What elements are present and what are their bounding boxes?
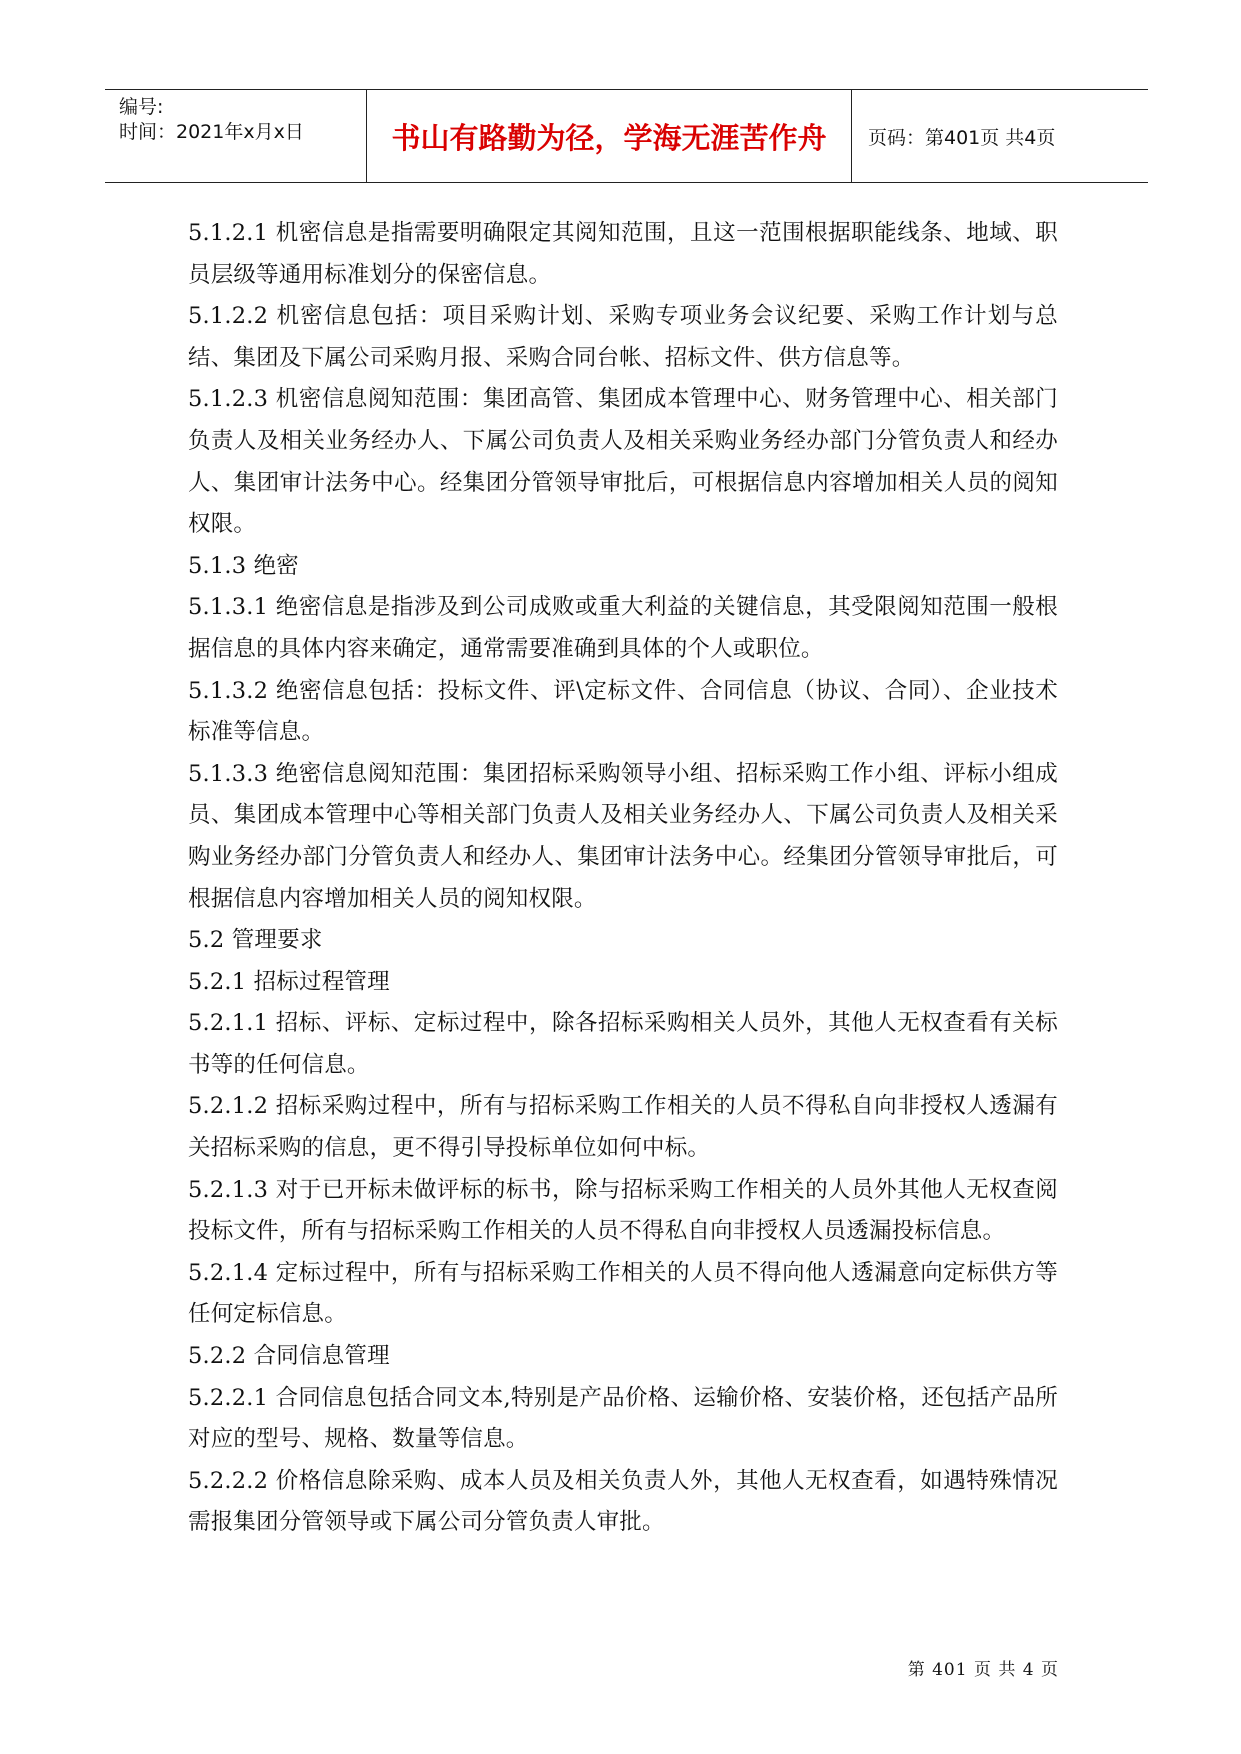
paragraph: 5.2.1.2 招标采购过程中，所有与招标采购工作相关的人员不得私自向非授权人透漏有关招标采购的信息，更不得引导投标单位如何中标。 — [188, 1093, 1058, 1162]
document-body — [188, 213, 1058, 1544]
document-time-label: 时间：2021年x月x日 — [119, 121, 304, 143]
section-heading: 5.1.3 绝密 — [188, 552, 300, 579]
page-header — [105, 89, 1148, 183]
paragraph: 5.1.3.3 绝密信息阅知范围：集团招标采购领导小组、招标采购工作小组、评标小组成员、集团成本管理中心等相关部门负责人及相关业务经办人、下属公司负责人及相关采购业务经办部门分管负责人和经办人、集团审计法务中心。经集团分管领导审批后，可根据信息内容增加相关人员的阅知权限。 — [188, 760, 1058, 912]
paragraph: 5.1.3.2 绝密信息包括：投标文件、评\定标文件、合同信息（协议、合同）、企业技术标准等信息。 — [188, 677, 1058, 746]
paragraph: 5.2.2.1 合同信息包括合同文本,特别是产品价格、运输价格、安装价格，还包括产品所对应的型号、规格、数量等信息。 — [188, 1384, 1058, 1453]
page-footer: 第 401 页 共 4 页 — [907, 1660, 1059, 1680]
paragraph: 5.1.2.3 机密信息阅知范围：集团高管、集团成本管理中心、财务管理中心、相关部门负责人及相关业务经办人、下属公司负责人及相关采购业务经办部门分管负责人和经办人、集团审计法务中心。经集团分管领导审批后，可根据信息内容增加相关人员的阅知权限。 — [188, 386, 1058, 538]
header-info-cell — [105, 90, 367, 182]
header-page-code: 页码：第401页 共4页 — [868, 126, 1056, 149]
paragraph: 5.1.3.1 绝密信息是指涉及到公司成败或重大利益的关键信息，其受限阅知范围一般根据信息的具体内容来确定，通常需要准确到具体的个人或职位。 — [188, 594, 1058, 662]
paragraph: 5.2.1.4 定标过程中，所有与招标采购工作相关的人员不得向他人透漏意向定标供方等任何定标信息。 — [188, 1259, 1058, 1328]
section-heading: 5.2.2 合同信息管理 — [188, 1343, 390, 1370]
paragraph: 5.1.2.2 机密信息包括：项目采购计划、采购专项业务会议纪要、采购工作计划与总结、集团及下属公司采购月报、采购合同台帐、招标文件、供方信息等。 — [188, 303, 1058, 371]
paragraph: 5.2.2.2 价格信息除采购、成本人员及相关负责人外，其他人无权查看，如遇特殊情况需报集团分管领导或下属公司分管负责人审批。 — [188, 1467, 1058, 1536]
section-heading: 5.2.1 招标过程管理 — [188, 968, 390, 995]
paragraph: 5.2.1.1 招标、评标、定标过程中，除各招标采购相关人员外，其他人无权查看有关标书等的任何信息。 — [188, 1010, 1058, 1078]
section-heading: 5.2 管理要求 — [188, 927, 323, 954]
document-number-label: 编号: — [119, 96, 164, 118]
header-motto: 书山有路勤为径，学海无涯苦作舟 — [367, 90, 852, 182]
paragraph: 5.1.2.1 机密信息是指需要明确限定其阅知范围，且这一范围根据职能线条、地域、职员层级等通用标准划分的保密信息。 — [188, 220, 1058, 288]
paragraph: 5.2.1.3 对于已开标未做评标的标书，除与招标采购工作相关的人员外其他人无权查阅投标文件，所有与招标采购工作相关的人员不得私自向非授权人员透漏投标信息。 — [188, 1176, 1058, 1245]
